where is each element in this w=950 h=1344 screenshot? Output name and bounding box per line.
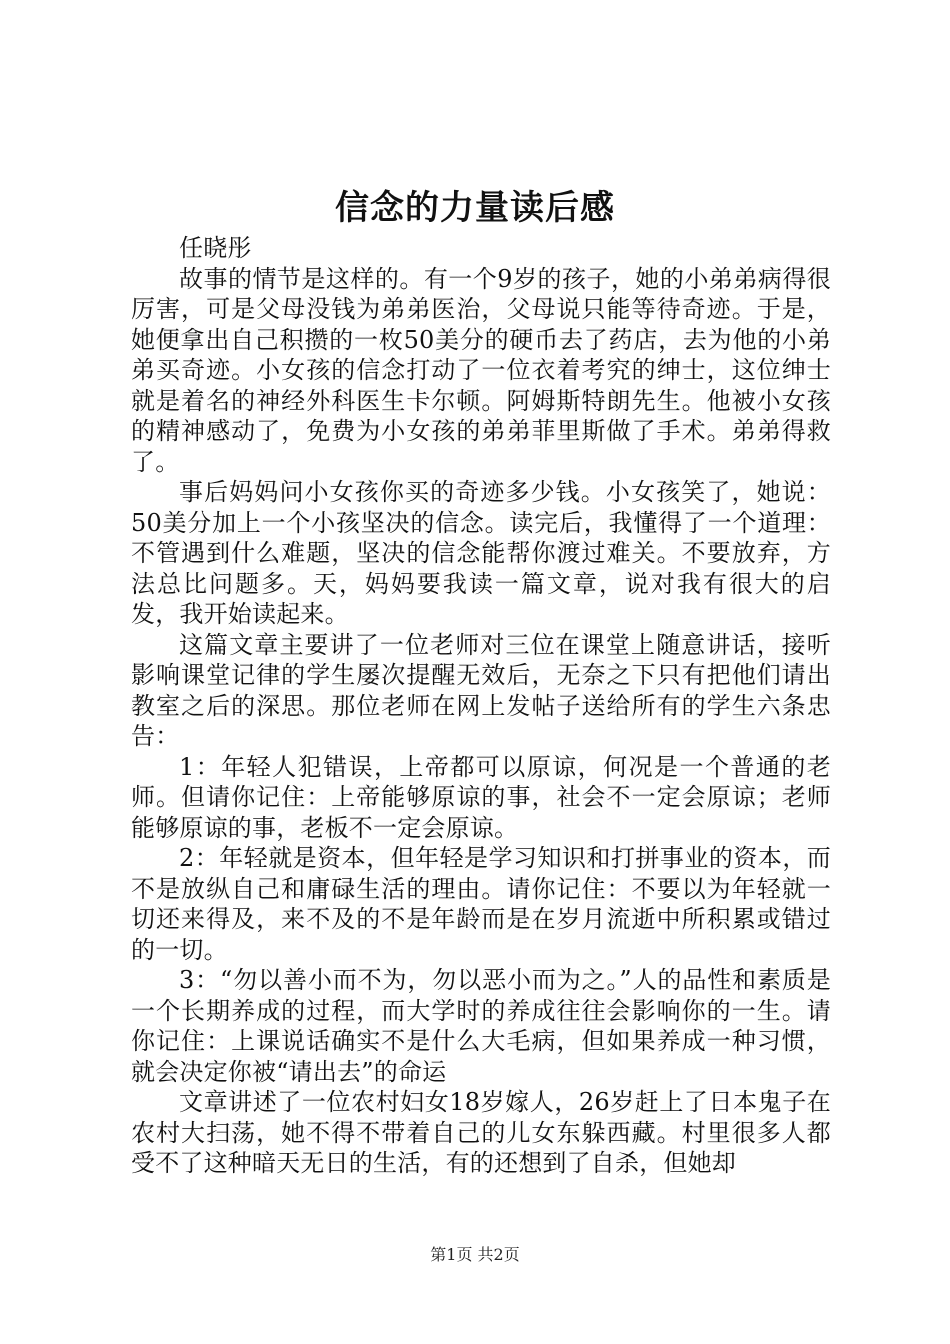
page-number-footer: 第1页 共2页 bbox=[430, 1245, 520, 1264]
document-title: 信念的力量读后感 bbox=[335, 188, 615, 228]
paragraph-7: 文章讲述了一位农村妇女18岁嫁人，26岁赶上了日本鬼子在农村大扫荡，她不得不带着自己的儿女东躲西藏。村里很多人都受不了这种暗天无日的生活，有的还想到了自杀，但她却 bbox=[131, 1088, 831, 1177]
paragraph-5: 2：年轻就是资本，但年轻是学习知识和打拼事业的资本，而不是放纵自己和庸碌生活的理由。请你记住：不要以为年轻就一切还来得及，来不及的不是年龄而是在岁月流逝中所积累或错过的一切。 bbox=[131, 844, 831, 964]
document-body bbox=[131, 233, 831, 1179]
paragraph-4: 1：年轻人犯错误，上帝都可以原谅，何况是一个普通的老师。但请你记住：上帝能够原谅的事，社会不一定会原谅；老师能够原谅的事，老板不一定会原谅。 bbox=[131, 752, 831, 842]
paragraph-3: 这篇文章主要讲了一位老师对三位在课堂上随意讲话，接听影响课堂记律的学生屡次提醒无效后，无奈之下只有把他们请出教室之后的深思。那位老师在网上发帖子送给所有的学生六条忠告： bbox=[131, 630, 831, 750]
author-line: 任晓彤 bbox=[179, 234, 252, 262]
paragraph-2: 事后妈妈问小女孩你买的奇迹多少钱。小女孩笑了，她说：50美分加上一个小孩坚决的信念。读完后，我懂得了一个道理：不管遇到什么难题，坚决的信念能帮你渡过难关。不要放弃，方法总比问题多。天，妈妈要我读一篇文章，说对我有很大的启发，我开始读起来。 bbox=[131, 478, 831, 628]
paragraph-1: 故事的情节是这样的。有一个9岁的孩子，她的小弟弟病得很厉害，可是父母没钱为弟弟医治，父母说只能等待奇迹。于是，她便拿出自己积攒的一枚50美分的硬币去了药店，去为他的小弟弟买奇迹。小女孩的信念打动了一位衣着考究的绅士，这位绅士就是着名的神经外科医生卡尔顿。阿姆斯特朗先生。他被小女孩的精神感动了，免费为小女孩的弟弟菲里斯做了手术。弟弟得救了。 bbox=[131, 264, 831, 476]
paragraph-6: 3：“勿以善小而不为，勿以恶小而为之。”人的品性和素质是一个长期养成的过程，而大学时的养成往往会影响你的一生。请你记住：上课说话确实不是什么大毛病，但如果养成一种习惯，就会决定你被“请出去”的命运 bbox=[131, 966, 831, 1086]
